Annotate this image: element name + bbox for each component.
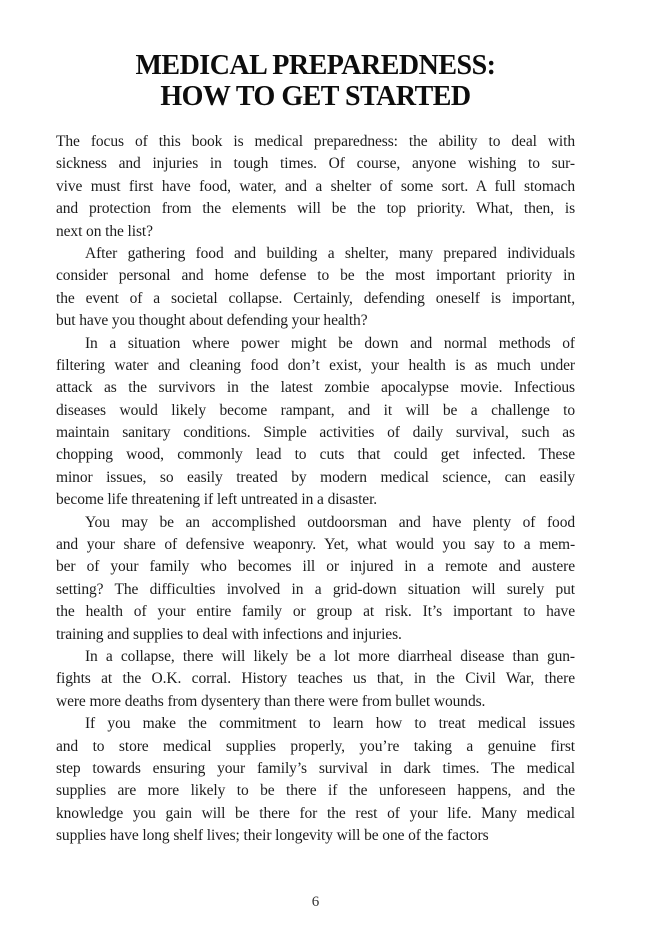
text-line: training and supplies to deal with infections and injuries. [56,625,402,643]
text-line: consider personal and home defense to be the most important priority in [56,267,575,285]
text-line: maintain sanitary conditions. Simple activities of daily survival, such as [56,424,575,442]
paragraph [56,646,575,713]
text-line: the event of a societal collapse. Certainly, defending oneself is important, [56,289,575,307]
text-line: next on the list? [56,222,153,240]
paragraph [56,333,575,512]
text-line: but have you thought about defending your health? [56,312,368,330]
text-line: step towards ensuring your family’s survival in dark times. The medical [56,759,575,777]
page-number: 6 [311,894,320,910]
text-line: attack as the survivors in the latest zombie apocalypse movie. Infectious [56,379,575,397]
chapter-title-line-2: HOW TO GET STARTED [160,81,471,112]
paragraph [56,243,575,333]
text-line: filtering water and cleaning food don’t exist, your health is as much under [56,356,575,374]
text-line: You may be an accomplished outdoorsman and have plenty of food [85,513,575,531]
paragraph [56,131,575,243]
text-line: minor issues, so easily treated by modern medical science, can easily [56,468,575,486]
text-line: In a collapse, there will likely be a lot more diarrheal disease than gun- [85,647,575,665]
text-line: sickness and injuries in tough times. Of course, anyone wishing to sur- [56,155,575,173]
text-line: In a situation where power might be down and normal methods of [85,334,575,352]
text-line: diseases would likely become rampant, and it will be a challenge to [56,401,575,419]
body-text [56,131,575,848]
text-line: After gathering food and building a shelter, many prepared individuals [85,244,575,262]
text-line: setting? The difficulties involved in a grid-down situation will surely put [56,580,575,598]
text-line: and your share of defensive weaponry. Yet, what would you say to a mem- [56,536,575,554]
text-line: were more deaths from dysentery than there were from bullet wounds. [56,692,486,710]
text-line: supplies are more likely to be there if the unforeseen happens, and the [56,782,575,800]
chapter-title [56,50,575,112]
text-line: and to store medical supplies properly, you’re taking a genuine first [56,737,575,755]
text-line: supplies have long shelf lives; their longevity will be one of the factors [56,827,489,845]
text-line: fights at the O.K. corral. History teaches us that, in the Civil War, there [56,670,575,688]
text-line: vive must first have food, water, and a shelter of some sort. A full stomach [56,177,575,195]
text-line: chopping wood, commonly lead to cuts that could get infected. These [56,446,575,464]
text-line: The focus of this book is medical preparedness: the ability to deal with [56,133,575,150]
text-line: become life threatening if left untreated in a disaster. [56,491,378,509]
text-line: the health of your entire family or group at risk. It’s important to have [56,603,575,621]
text-line: and protection from the elements will be the top priority. What, then, is [56,200,575,218]
paragraph [56,512,575,646]
chapter-title-line-1: MEDICAL PREPAREDNESS: [135,50,496,81]
paragraph [56,713,575,847]
text-line: ber of your family who becomes ill or injured in a remote and austere [56,558,575,576]
text-line: If you make the commitment to learn how to treat medical issues [85,715,575,733]
text-line: knowledge you gain will be there for the rest of your life. Many medical [56,804,575,822]
